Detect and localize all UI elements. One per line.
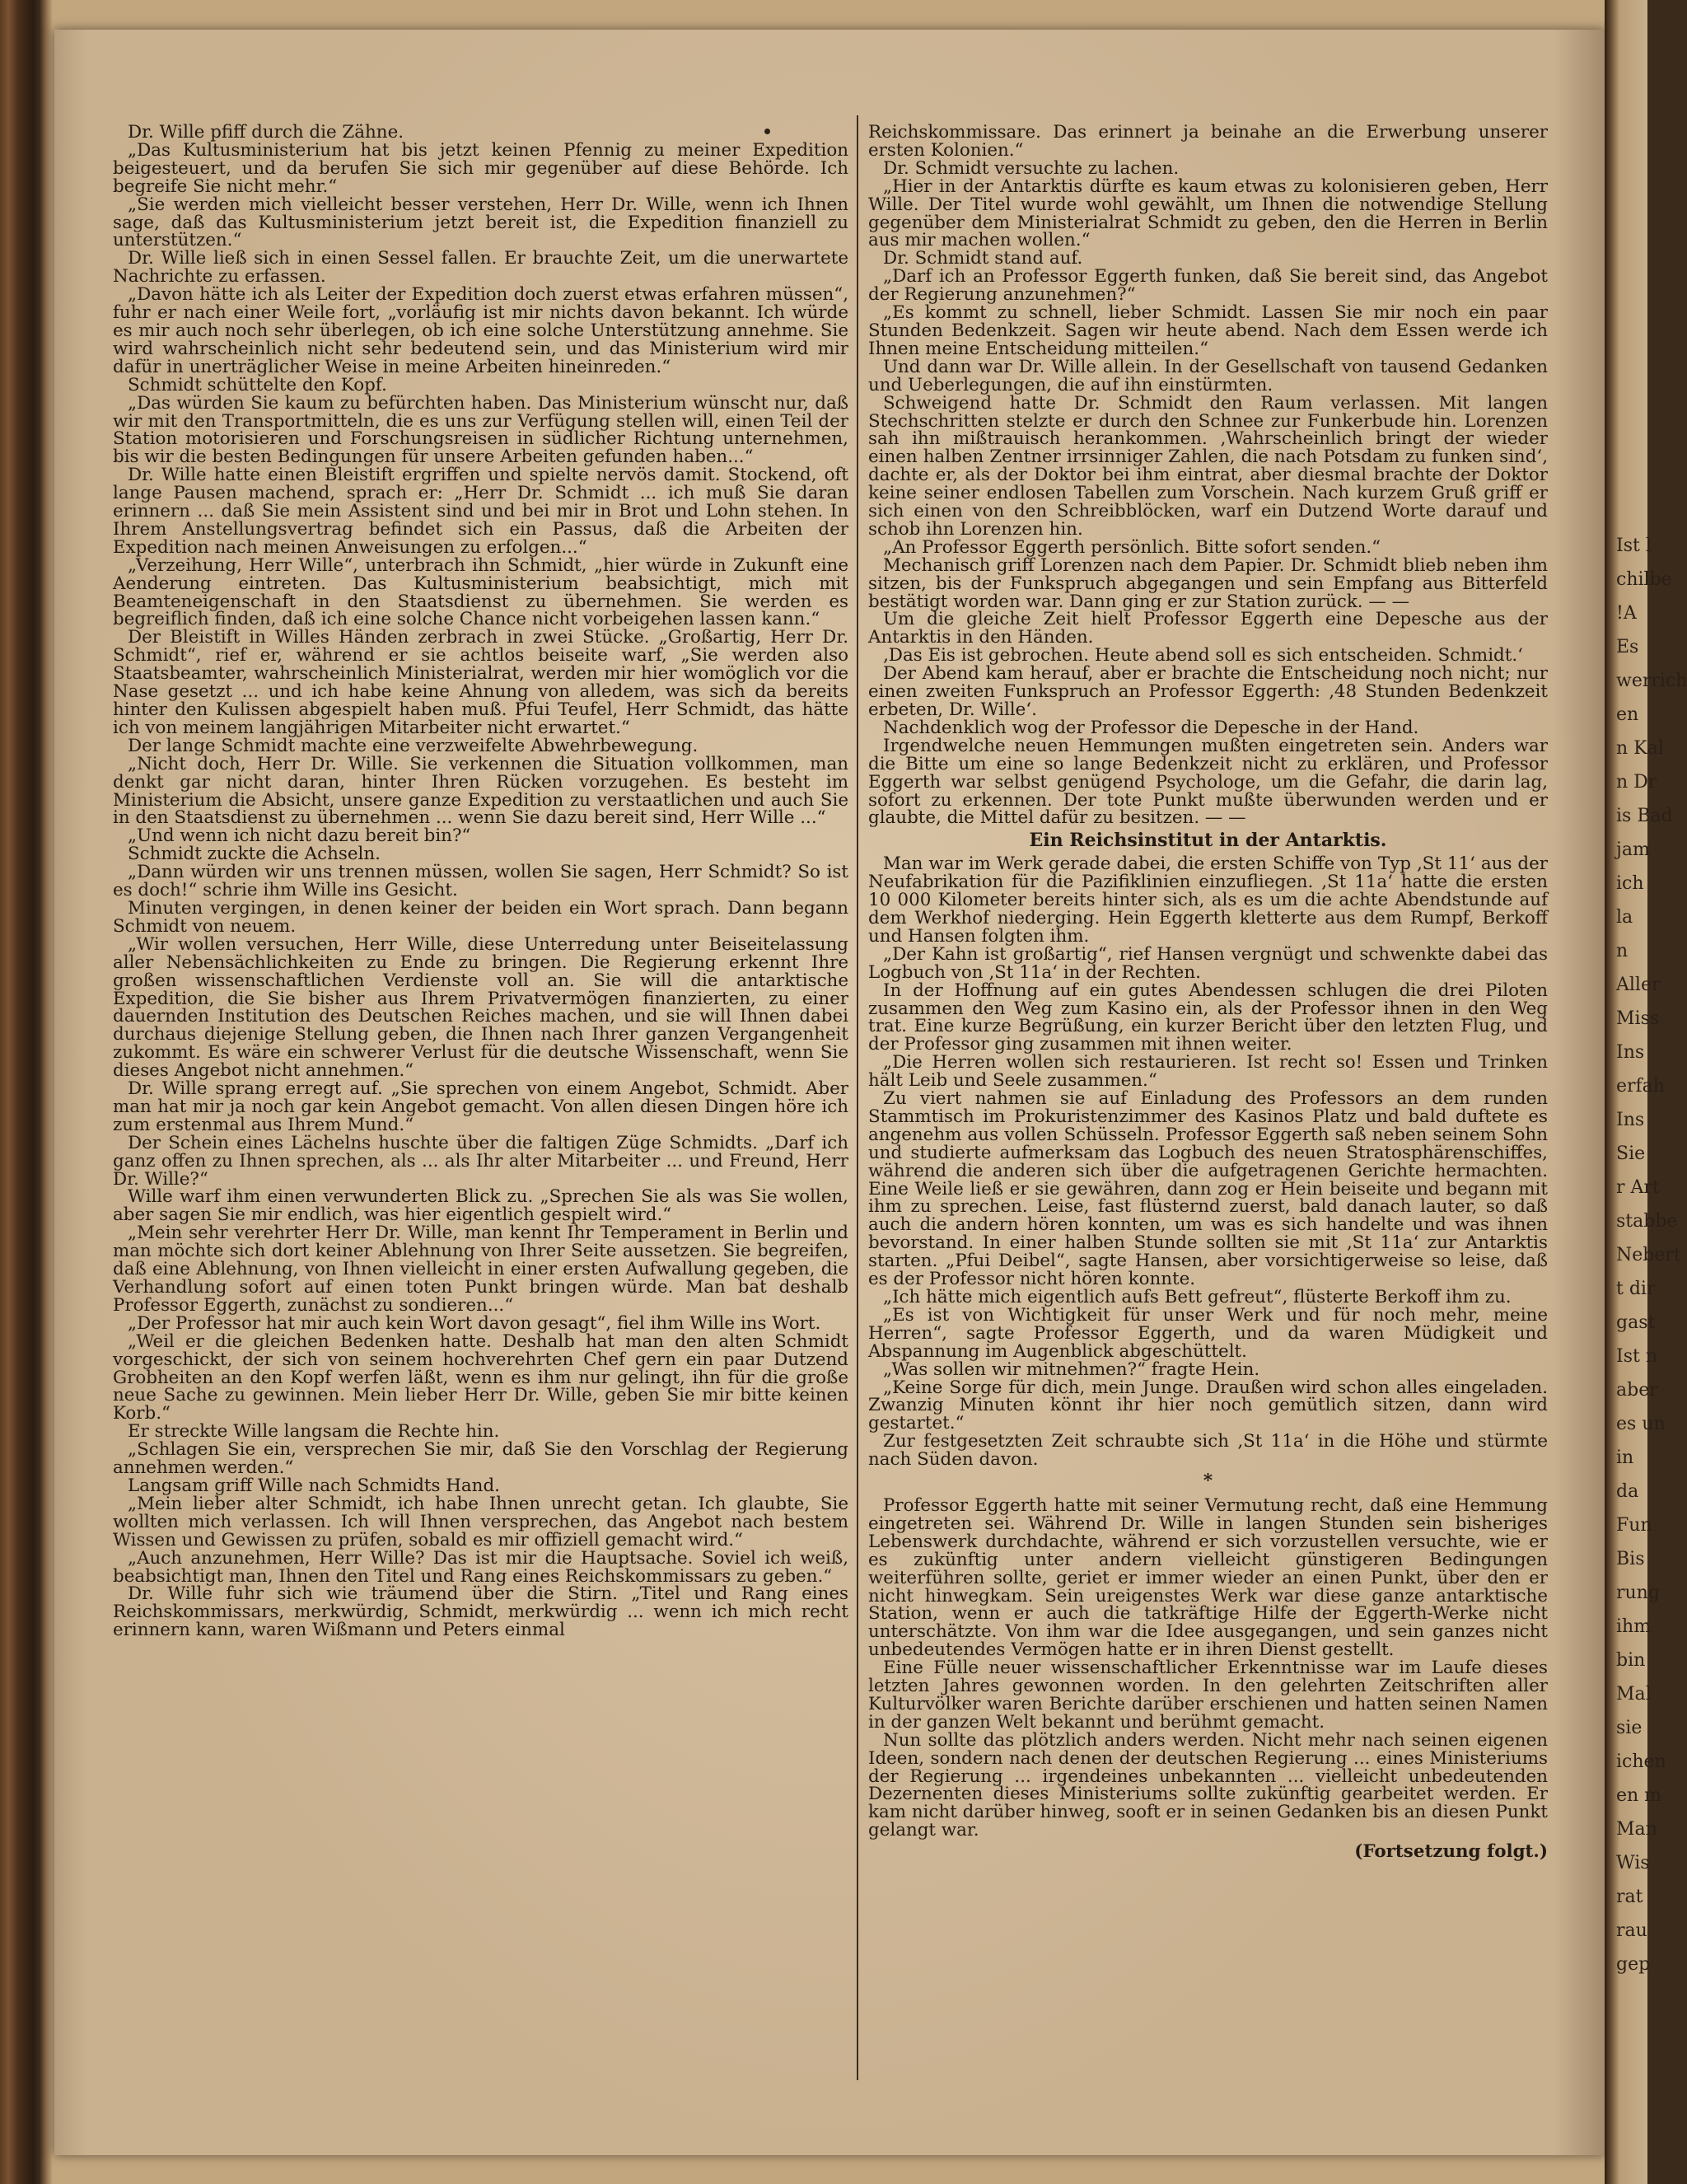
paragraph: „Verzeihung, Herr Wille“, unterbrach ihn Schmidt, „hier würde in Zukunft eine Aenderung eintreten. Das Kultusministerium beabsichtigt, mich mit Beamteneigenschaft in den Staatsdienst zu übernehmen. Sie werden es begreiflich finden, daß ich eine solche Chance nicht vorbeigehen lassen kann.“ — [113, 554, 848, 630]
next-page-fragment: Sie — [1616, 1143, 1646, 1164]
paragraph: Und dann war Dr. Wille allein. In der Gesellschaft von tausend Gedanken und Ueberlegungen, die auf ihn einstürmten. — [868, 356, 1548, 395]
next-page-fragment: Ins — [1616, 1042, 1645, 1063]
next-page-fragment: Wis — [1616, 1853, 1650, 1873]
paragraph: „Das Kultusministerium hat bis jetzt keinen Pfennig zu meiner Expedition beigesteuert, und da berufen Sie sich mir gegenüber auf diese Behörde. Ich begreife Sie nicht mehr.“ — [113, 139, 848, 197]
paragraph: „Was sollen wir mitnehmen?“ fragte Hein. — [883, 1359, 1260, 1380]
paragraph: „Dann würden wir uns trennen müssen, wollen Sie sagen, Herr Schmidt? So ist es doch!“ schrie ihm Wille ins Gesicht. — [113, 862, 848, 901]
next-page-fragment: rau — [1616, 1920, 1647, 1941]
paragraph: Zur festgesetzten Zeit schraubte sich ‚St 11a‘ in die Höhe und stürmte nach Süden davon. — [868, 1431, 1548, 1471]
paragraph: „Es kommt zu schnell, lieber Schmidt. Lassen Sie mir noch ein paar Stunden Bedenkzeit. Sagen wir heute abend. Nach dem Essen werde ich Ihnen meine Entscheidung mitteilen.“ — [868, 302, 1548, 359]
paragraph: „Nicht doch, Herr Dr. Wille. Sie verkennen die Situation vollkommen, man denkt gar nicht daran, hinter Ihren Rücken vorzugehen. Es besteht im Ministerium die Absicht, unsere ganze Expedition zu verstaatlichen und auch Sie in den Staatsdienst zu übernehmen ... wenn Sie dazu bereit sind, Herr Wille ...“ — [113, 753, 848, 829]
paragraph: Nachdenklich wog der Professor die Depesche in der Hand. — [883, 717, 1419, 738]
section-separator: * — [1203, 1471, 1213, 1492]
paragraph: Dr. Schmidt versuchte zu lachen. — [883, 157, 1180, 179]
left-column — [113, 124, 848, 1639]
continuation-note: (Fortsetzung folgt.) — [1354, 1841, 1548, 1863]
paragraph: „Keine Sorge für dich, mein Junge. Draußen wird schon alles eingeladen. Zwanzig Minuten könnt ihr hier noch gemütlich sitzen, dann wird gestartet.“ — [868, 1377, 1548, 1434]
paragraph: Dr. Wille ließ sich in einen Sessel fallen. Er brauchte Zeit, um die unerwartete Nachrichte zu erfassen. — [113, 248, 848, 288]
section-heading: Ein Reichsinstitut in der Antarktis. — [1029, 830, 1387, 852]
paragraph: Reichskommissare. Das erinnert ja beinahe an die Erwerbung unserer ersten Kolonien.“ — [868, 122, 1548, 161]
right-column-after-separator — [868, 1494, 1548, 1841]
paragraph: Nun sollte das plötzlich anders werden. Nicht mehr nach seinen eigenen Ideen, sondern nach denen der deutschen Regierung ... eines Ministeriums der Regierung ... irgendeines unbekannten ... vielleicht unbedeutenden Dezernenten dieses Ministeriums sollte zukünftig gearbeitet werden. Er kam nicht darüber hinweg, sooft er in seinen Gedanken bis an diesen Punkt gelangt war. — [868, 1729, 1548, 1841]
paragraph: Schweigend hatte Dr. Schmidt den Raum verlassen. Mit langen Stechschritten stelzte er durch den Schnee zur Funkerbude hin. Lorenzen sah ihn mißtrauisch herankommen. ‚Wahrscheinlich bringt der wieder einen halben Zentner irrsinniger Zahlen, die nach Potsdam zu funken sind‘, dachte er, als der Doktor bei ihm eintrat, aber diesmal brachte der Doktor keine seiner endlosen Tabellen zum Vorschein. Nach kurzem Gruß griff er sich einen von den Schreibblöcken, warf ein Dutzend Worte darauf und schob ihn Lorenzen hin. — [868, 392, 1548, 540]
paragraph: „Und wenn ich nicht dazu bereit bin?“ — [128, 825, 471, 847]
paragraph: Der Bleistift in Willes Händen zerbrach in zwei Stücke. „Großartig, Herr Dr. Schmidt“, rief er, während er sie achtlos beiseite warf, „Sie werden also Staatsbeamter, wahrscheinlich Ministerialrat, werden mir hier womöglich vor die Nase gesetzt ... und ich habe keine Ahnung von alledem, was sich da bereits hinter den Kulissen abgespielt haben muß. Pfui Teufel, Herr Schmidt, das hätte ich von meinem langjährigen Mitarbeiter nicht erwartet.“ — [113, 627, 848, 738]
next-page-fragment: Miss — [1616, 1008, 1660, 1029]
paragraph: Er streckte Wille langsam die Rechte hin. — [128, 1421, 500, 1443]
next-page-fragment: werrich — [1616, 671, 1687, 691]
next-page-fragment: ich — [1616, 873, 1644, 894]
next-page-fragment: gep — [1616, 1954, 1651, 1975]
next-page-fragment: !A — [1616, 603, 1637, 624]
next-page-fragment: la — [1616, 907, 1633, 928]
paragraph: „Darf ich an Professor Eggerth funken, daß Sie bereit sind, das Angebot der Regierung anzunehmen?“ — [868, 266, 1548, 306]
paragraph: Der Abend kam herauf, aber er brachte die Entscheidung noch nicht; nur einen zweiten Funkspruch an Professor Eggerth: ‚48 Stunden Bedenkzeit erbeten, Dr. Wille‘. — [868, 663, 1548, 720]
next-page-fragment: n — [1616, 941, 1629, 961]
next-page-fragment: Ist n — [1616, 1346, 1657, 1367]
paragraph: „Der Kahn ist großartig“, rief Hansen vergnügt und schwenkte dabei das Logbuch von ‚St 11a‘ in der Rechten. — [868, 943, 1548, 983]
next-page-fragments — [1608, 535, 1687, 2018]
paragraph: Schmidt zuckte die Achseln. — [128, 844, 381, 865]
next-page-fragment: bin — [1616, 1650, 1646, 1671]
next-page-fragment: sie — [1616, 1718, 1643, 1738]
paragraph: Langsam griff Wille nach Schmidts Hand. — [128, 1475, 500, 1496]
next-page-fragment: n Dr — [1616, 772, 1657, 793]
paragraph: Man war im Werk gerade dabei, die ersten Schiffe von Typ ‚St 11‘ aus der Neufabrikation für die Pazifiklinien einzufliegen. ‚St 11a‘ hatte die ersten 10 000 Kilometer bereits hinter sich, als es um die achte Abendstunde auf dem Werkhof niederging. Hein Eggerth kletterte aus dem Rumpf, Berkoff und Hansen folgten ihm. — [868, 853, 1548, 947]
next-page-fragment: t dir — [1616, 1279, 1656, 1299]
next-page-fragment: es un — [1616, 1414, 1666, 1434]
next-page-fragment: ichen — [1616, 1751, 1666, 1772]
next-page-fragment: chilbe — [1616, 569, 1672, 590]
paragraph: Mechanisch griff Lorenzen nach dem Papier. Dr. Schmidt blieb neben ihm sitzen, bis der Funkspruch abgegangen und sein Empfang aus Bitterfeld bestätigt worden war. Dann ging er zur Station zurück. — — — [868, 554, 1548, 612]
paragraph: „An Professor Eggerth persönlich. Bitte sofort senden.“ — [883, 536, 1381, 558]
paragraph: „Weil er die gleichen Bedenken hatte. Deshalb hat man den alten Schmidt vorgeschickt, der sich von seinem hochverehrten Chef gern ein paar Dutzend Grobheiten an den Kopf werfen läßt, wenn es ihm nur gelingt, ihn für die große neue Sache zu gewinnen. Mein lieber Herr Dr. Wille, geben Sie mir bitte keinen Korb.“ — [113, 1331, 848, 1424]
paragraph: In der Hoffnung auf ein gutes Abendessen schlugen die drei Piloten zusammen den Weg zum Kasino ein, als der Professor ihnen in den Weg trat. Eine kurze Begrüßung, ein kurzer Bericht über den letzten Flug, und der Professor ging zusammen mit ihnen weiter. — [868, 980, 1548, 1055]
next-page-fragment: ihm — [1616, 1616, 1652, 1637]
next-page-fragment: Fun — [1616, 1515, 1652, 1536]
next-page-fragment: Ist l — [1616, 535, 1652, 556]
right-column-before-heading — [868, 124, 1548, 827]
paragraph: „Mein sehr verehrter Herr Dr. Wille, man kennt Ihr Temperament in Berlin und man möchte sich dort keiner Ablehnung von Ihrer Seite aussetzen. Sie begreifen, daß eine Ablehnung, von Ihnen vielleicht in einer ersten Aufwallung gegeben, die Verhandlung sofort auf einen toten Punkt bringen würde. Man bat deshalb Professor Eggerth, zunächst zu sondieren...“ — [113, 1223, 848, 1316]
next-page-fragment: en — [1616, 704, 1639, 725]
next-page-fragment: Nebert — [1616, 1245, 1681, 1265]
paragraph: „Auch anzunehmen, Herr Wille? Das ist mir die Hauptsache. Soviel ich weiß, beabsichtigt man, Ihnen den Titel und Rang eines Reichskommissars zu geben.“ — [113, 1547, 848, 1587]
paragraph: „Das würden Sie kaum zu befürchten haben. Das Ministerium wünscht nur, daß wir mit den Transportmitteln, die es uns zur Verfügung stellen will, einen Teil der Station motorisieren und Forschungsreisen in südlicher Richtung unternehmen, bis wir die besten Bedingungen für unsere Arbeiten gefunden haben...“ — [113, 392, 848, 468]
paragraph: Der Schein eines Lächelns huschte über die faltigen Züge Schmidts. „Darf ich ganz offen zu Ihnen sprechen, als ... als Ihr alter Mitarbeiter ... und Freund, Herr Dr. Wille?“ — [113, 1132, 848, 1190]
paragraph: „Mein lieber alter Schmidt, ich habe Ihnen unrecht getan. Ich glaubte, Sie wollten mich verlassen. Ich will Ihnen versprechen, das Angebot nach bestem Wissen und Gewissen zu prüfen, sobald es mir offiziell gemacht wird.“ — [113, 1493, 848, 1550]
next-page-fragment: Aller — [1616, 975, 1661, 995]
paragraph: Schmidt schüttelte den Kopf. — [128, 374, 387, 395]
next-page-fragment: rat — [1616, 1887, 1643, 1907]
paragraph: Dr. Wille fuhr sich wie träumend über die Stirn. „Titel und Rang eines Reichskommissars, merkwürdig, Schmidt, merkwürdig ... wenn ich mich recht erinnern kann, waren Wißmann und Peters einmal — [113, 1583, 848, 1641]
next-page-fragment: gast — [1616, 1312, 1656, 1333]
paragraph: Der lange Schmidt machte eine verzweifelte Abwehrbewegung. — [128, 735, 699, 756]
next-page-fragment: rung — [1616, 1583, 1660, 1603]
paragraph: Professor Eggerth hatte mit seiner Vermutung recht, daß eine Hemmung eingetreten sei. Während Dr. Wille in langen Stunden sein bisheriges Lebenswerk durchdachte, während er sich vorzustellen versuchte, wie er es zukünftig unter andern vielleicht günstigeren Bedingungen weiterführen sollte, geriet er immer wieder an einen Punkt, über den er nicht hinwegkam. Sein ureigenstes Werk war diese ganze antarktische Station, wenn er auch die tatkräftige Hilfe der Eggerth-Werke nicht unterschätzte. Von ihm war die Idee ausgegangen, und sein ganzes nicht unbedeutendes Vermögen hatte er in ihren Dienst gestellt. — [868, 1494, 1548, 1661]
paragraph: „Hier in der Antarktis dürfte es kaum etwas zu kolonisieren geben, Herr Wille. Der Titel wurde wohl gewählt, um Ihnen die notwendige Stellung gegenüber dem Ministerialrat Schmidt zu geben, den die Herren in Berlin aus mir machen wollen.“ — [868, 175, 1548, 251]
paragraph: Minuten vergingen, in denen keiner der beiden ein Wort sprach. Dann begann Schmidt von neuem. — [113, 897, 848, 937]
paragraph: „Sie werden mich vielleicht besser verstehen, Herr Dr. Wille, wenn ich Ihnen sage, daß das Kultusministerium jetzt bereit ist, die Expedition finanziell zu unterstützen.“ — [113, 194, 848, 251]
next-page-fragment: r Art — [1616, 1177, 1660, 1198]
next-page-fragment: stabbe — [1616, 1211, 1678, 1232]
right-column-after-heading — [868, 855, 1548, 1469]
paragraph: „Wir wollen versuchen, Herr Wille, diese Unterredung unter Beiseitelassung aller Nebensächlichkeiten zu Ende zu bringen. Die Regierung erkennt Ihre großen wissenschaftlichen Verdienste voll an. Sie will die antarktische Expedition, die Sie bisher aus Ihrem Privatvermögen finanzierten, zu einer dauernden Institution des Deutschen Reiches machen, und sie will Ihnen dabei durchaus diejenige Stellung geben, die Ihnen nach Ihrer ganzen Vergangenheit zukommt. Es wäre ein schwerer Verlust für die deutsche Wissenschaft, wenn Sie dieses Angebot nicht annehmen.“ — [113, 933, 848, 1082]
paragraph: „Davon hätte ich als Leiter der Expedition doch zuerst etwas erfahren müssen“, fuhr er nach einer Weile fort, „vorläufig ist mir nichts davon bekannt. Ich würde es mir auch noch sehr überlegen, ob ich eine solche Unterstützung annehme. Sie wird wahrscheinlich nicht sehr bedeutend sein, und das Ministerium wird mir dafür in unerträglicher Weise in meine Arbeiten hineinreden.“ — [113, 284, 848, 377]
paragraph: Wille warf ihm einen verwunderten Blick zu. „Sprechen Sie als was Sie wollen, aber sagen Sie mir endlich, was hier eigentlich gespielt wird.“ — [113, 1186, 848, 1226]
paragraph: „Die Herren wollen sich restaurieren. Ist recht so! Essen und Trinken hält Leib und Seele zusammen.“ — [868, 1052, 1548, 1092]
paragraph: „Es ist von Wichtigkeit für unser Werk und für noch mehr, meine Herren“, sagte Professor Eggerth, und da waren Müdigkeit und Abspannung im Augenblick abgeschüttelt. — [868, 1304, 1548, 1362]
paragraph: Eine Fülle neuer wissenschaftlicher Erkenntnisse war im Laufe dieses letzten Jahres gewonnen worden. In den gelehrten Zeitschriften aller Kulturvölker waren Berichte darüber erschienen und hatten seinen Namen in der ganzen Welt bekannt und berühmt gemacht. — [868, 1658, 1548, 1733]
paragraph: Um die gleiche Zeit hielt Professor Eggerth eine Depesche aus der Antarktis in den Händen. — [868, 609, 1548, 648]
paragraph: Dr. Schmidt stand auf. — [883, 248, 1083, 269]
paragraph: ‚Das Eis ist gebrochen. Heute abend soll es sich entscheiden. Schmidt.‘ — [883, 645, 1523, 666]
next-page-fragment: Bis — [1616, 1549, 1645, 1569]
paragraph: „Der Professor hat mir auch kein Wort davon gesagt“, fiel ihm Wille ins Wort. — [128, 1312, 821, 1334]
next-page-fragment: Es — [1616, 637, 1639, 657]
right-column — [868, 124, 1548, 1861]
next-page-fragment: erfah — [1616, 1076, 1665, 1097]
next-page-fragment: is Bad — [1616, 806, 1673, 826]
next-page-fragment: Ins — [1616, 1110, 1645, 1130]
paragraph: „Ich hätte mich eigentlich aufs Bett gefreut“, flüsterte Berkoff ihm zu. — [883, 1287, 1512, 1307]
next-page-fragment: Mal — [1616, 1684, 1652, 1705]
next-page-fragment: aber — [1616, 1380, 1658, 1401]
paragraph: Zu viert nahmen sie auf Einladung des Professors an dem runden Stammtisch im Prokuristenzimmer des Kasinos Platz und bald duftete es angenehm aus vollen Schüsseln. Professor Eggerth saß neben seinem Sohn und studierte aufmerksam das Logbuch des neuen Stratosphärenschiffes, während die anderen sich über die aufgetragenen Gerichte hermachten. Eine Weile ließ er sie gewähren, dann zog er Hein beiseite und begann mit ihm zu sprechen. Leise, fast flüsternd zuerst, bald danach lauter, so daß auch die andern hören konnten, um was es sich handelte und was ihnen bevorstand. In einer halben Stunde sollten sie mit ‚St 11a‘ zur Antarktis starten. „Pfui Deibel“, sagte Hansen, aber vorsichtigerweise so leise, daß es der Professor nicht hören konnte. — [868, 1088, 1548, 1290]
paragraph: Dr. Wille sprang erregt auf. „Sie sprechen von einem Angebot, Schmidt. Aber man hat mir ja noch gar kein Angebot gemacht. Von allen diesen Dingen höre ich zum erstenmal aus Ihrem Mund.“ — [113, 1078, 848, 1135]
next-page-fragment: n Kal — [1616, 738, 1664, 759]
paragraph: Dr. Wille pfiff durch die Zähne. — [128, 122, 404, 143]
next-page-fragment: da — [1616, 1481, 1639, 1502]
column-divider — [857, 115, 858, 2080]
paragraph: Dr. Wille hatte einen Bleistift ergriffen und spielte nervös damit. Stockend, oft lange Pausen machend, sprach er: „Herr Dr. Schmidt ... ich muß Sie daran erinnern ... daß Sie mein Assistent sind und bei mir in Brot und Lohn stehen. In Ihrem Anstellungsvertrag befindet sich ein Passus, daß die Arbeiten der Expedition nach meinen Anweisungen zu erfolgen...“ — [113, 465, 848, 558]
next-page-fragment: en m — [1616, 1785, 1662, 1806]
paragraph: „Schlagen Sie ein, versprechen Sie mir, daß Sie den Vorschlag der Regierung annehmen werden.“ — [113, 1439, 848, 1479]
paragraph: Irgendwelche neuen Hemmungen mußten eingetreten sein. Anders war die Bitte um eine so lange Bedenkzeit nicht zu erklären, und Professor Eggerth war selbst genügend Psychologe, um die Gefahr, die darin lag, sofort zu erkennen. Der tote Punkt mußte überwunden werden und er glaubte, die Mittel dafür zu besitzen. — — — [868, 735, 1548, 829]
next-page-fragment: in — [1616, 1447, 1634, 1468]
next-page-fragment: Man — [1616, 1819, 1657, 1840]
next-page-fragment: jam — [1616, 839, 1650, 860]
